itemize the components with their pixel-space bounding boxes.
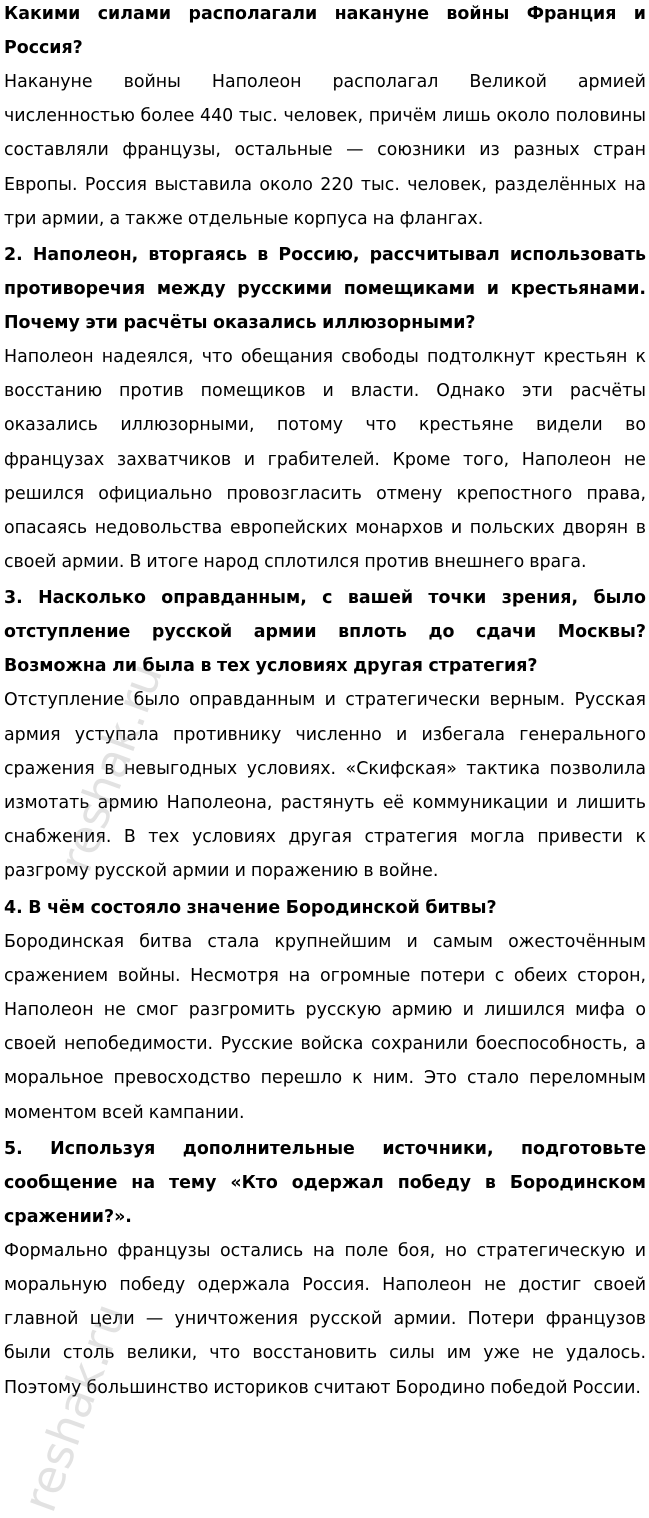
question-1: Какими силами располагали накануне войны Франция и Россия? (4, 4, 646, 58)
question-3: 3. Насколько оправданным, с вашей точки зрения, было отступление русской армии вплоть до сдачи Москвы? Возможна ли была в тех условиях другая стратегия? (4, 588, 646, 677)
question-4: 4. В чём состояло значение Бородинской битвы? (4, 897, 497, 918)
question-5: 5. Используя дополнительные источники, подготовьте сообщение на тему «Кто одержал победу в Бородинском сражении?». (4, 1138, 646, 1227)
answer-4: Бородинская битва стала крупнейшим и самым ожесточённым сражением войны. Несмотря на огромные потери с обеих сторон, Наполеон не смог разгромить русскую армию и лишился мифа о своей непобедимости. Русские войска сохранили боеспособность, а моральное превосходство перешло к ним. Это стало переломным моментом всей кампании. (4, 931, 646, 1123)
answer-5: Формально французы остались на поле боя, но стратегическую и моральную победу одержала Россия. Наполеон не достиг своей главной цели — уничтожения русской армии. Потери французов были столь велики, что восстановить силы им уже не удалось. Поэтому большинство историков считают Бородино победой России. (4, 1240, 646, 1398)
watermark-bottom: reshak.ru (12, 1296, 137, 1518)
answer-1: Накануне войны Наполеон располагал Великой армией численностью более 440 тыс. человек, причём лишь около половины составляли французы, остальные — союзники из разных стран Европы. Россия выставила около 220 тыс. человек, разделённых на три армии, а также отдельные корпуса на флангах. (4, 72, 646, 229)
answer-2: Наполеон надеялся, что обещания свободы подтолкнут крестьян к восстанию против помещиков и власти. Однако эти расчёты оказались иллюзорными, потому что крестьяне видели во французах захватчиков и грабителей. Кроме того, Наполеон не решился официально провозгласить отмену крепостного права, опасаясь недовольства европейских монархов и польских дворян в своей армии. В итоге народ сплотился против внешнего врага. (4, 347, 646, 573)
watermark: reshak.ru (48, 656, 173, 879)
question-2: 2. Наполеон, вторгаясь в Россию, рассчитывал использовать противоречия между русскими помещиками и крестьянами. Почему эти расчёты оказались иллюзорными? (4, 245, 646, 334)
answer-3: Отступление было оправданным и стратегически верным. Русская армия уступала противнику численно и избегала генерального сражения в невыгодных условиях. «Скифская» тактика позволила измотать армию Наполеона, растянуть её коммуникации и лишить снабжения. В тех условиях другая стратегия могла привести к разгрому русской армии и поражению в войне. (4, 690, 646, 882)
document-page (4, 0, 646, 1407)
